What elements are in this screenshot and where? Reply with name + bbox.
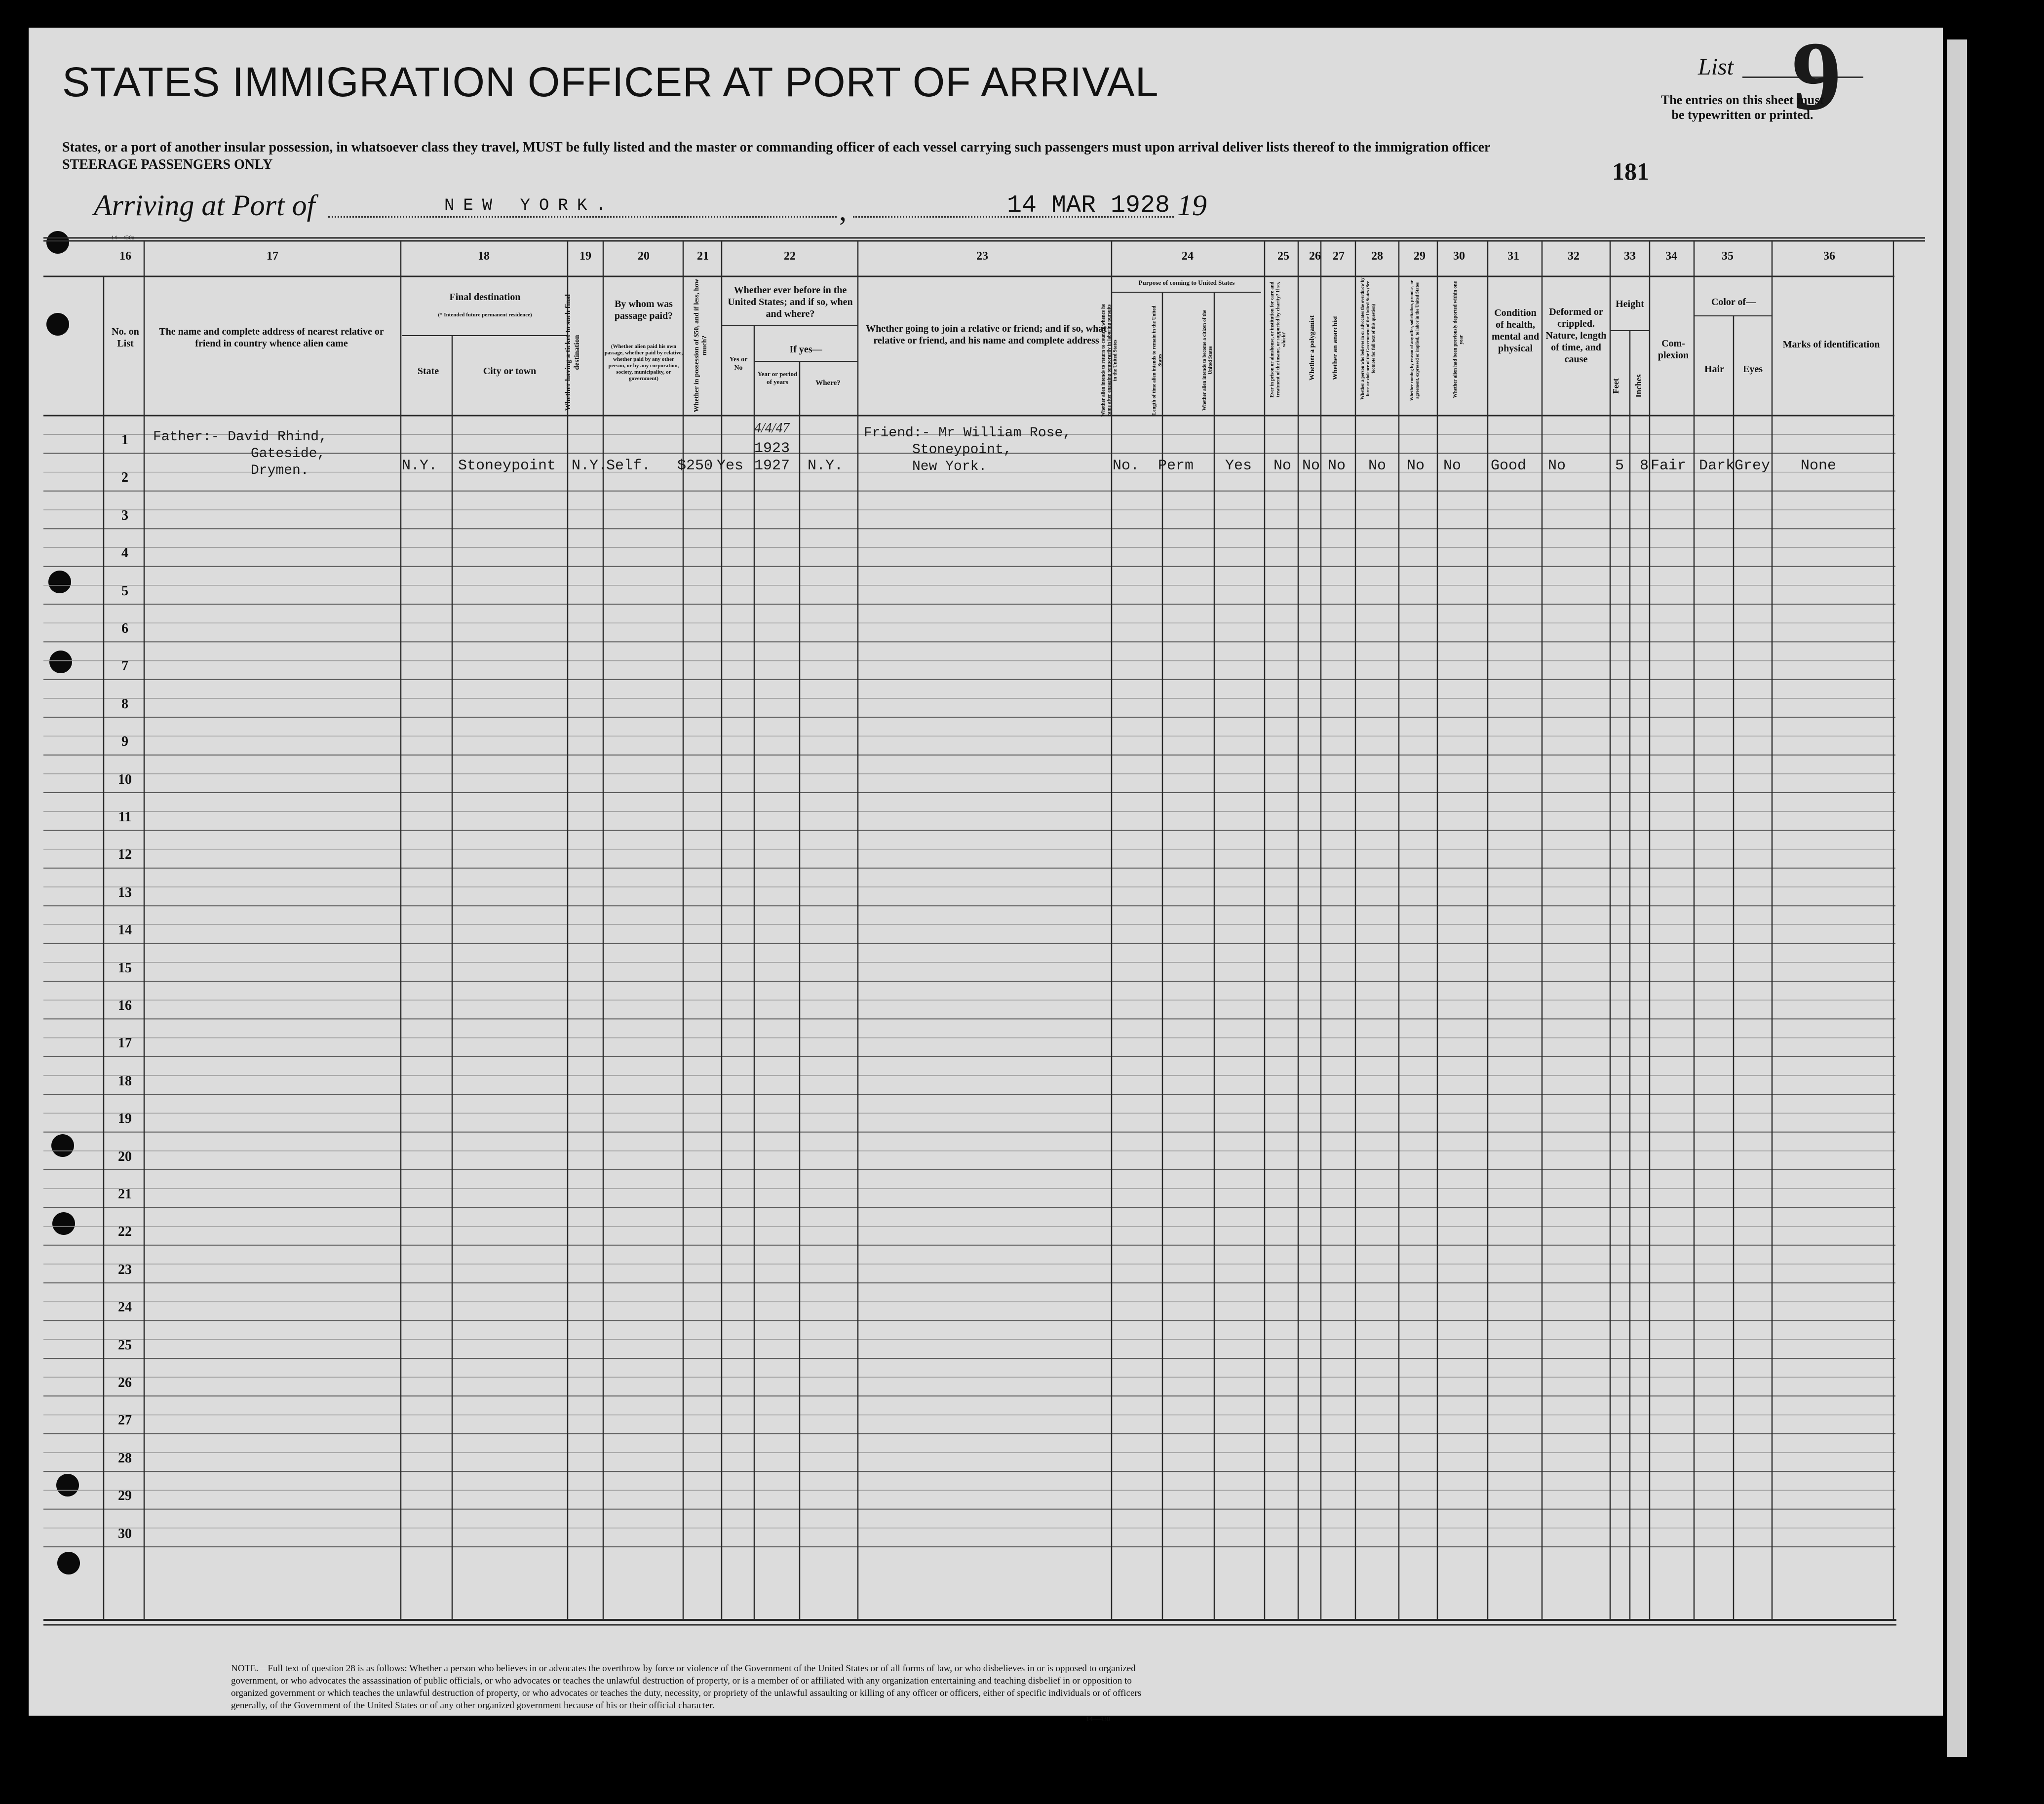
- header-polygamist: Whether a polygamist: [1309, 315, 1316, 381]
- header-purpose-citizen: Whether alien intends to become a citizen of the United States: [1202, 309, 1213, 411]
- row-number: 23: [118, 1262, 132, 1277]
- header-color-of: Color of—: [1711, 297, 1756, 307]
- header-purpose-return: Whether alien intends to return to country whence he came after engaging temporarily in laboring pursuits in the United States: [1101, 304, 1118, 417]
- entry-hair: Dark: [1699, 458, 1735, 474]
- form-code: 14—430a: [111, 234, 135, 241]
- column-number: 29: [1414, 250, 1426, 263]
- header-feet: Feet: [1611, 378, 1620, 394]
- column-number: 20: [638, 250, 650, 263]
- port-value: NEW YORK.: [444, 196, 615, 215]
- header-city: City or town: [483, 366, 537, 377]
- header-anarchist: Whether an anarchist: [1332, 315, 1339, 381]
- header-final-destination: Final destination: [449, 292, 521, 303]
- entry-money: $250: [677, 458, 713, 474]
- header-purpose-length: Length of time alien intends to remain in the United States: [1152, 306, 1163, 415]
- header-complexion: Com-plexion: [1658, 338, 1689, 361]
- header-yes-or-no: Yes or No: [729, 356, 748, 372]
- row-number: 22: [118, 1224, 132, 1240]
- entry-prison: No: [1273, 458, 1292, 474]
- column-number: 24: [1182, 250, 1194, 263]
- header-relative-address: The name and complete address of nearest relative or friend in country whence alien came: [159, 326, 384, 349]
- column-number: 23: [976, 250, 988, 263]
- header-purpose: Purpose of coming to United States: [1138, 279, 1235, 286]
- column-number: 21: [697, 250, 709, 263]
- row-number: 1: [121, 432, 128, 448]
- row-number: 9: [121, 734, 128, 750]
- entry-complexion: Fair: [1651, 458, 1687, 474]
- entry-health: Good: [1491, 458, 1527, 474]
- entry-join-line2: Stoneypoint,: [912, 442, 1012, 458]
- entry-deported: No: [1443, 458, 1462, 474]
- column-number: 16: [119, 250, 131, 263]
- subtitle: States, or a port of another insular possession, in whatsoever class they travel, MUST be fully listed and the master or commanding officer of each vessel carrying such passengers must upon arrival deliver lists thereof to the immigration officer: [62, 140, 1491, 155]
- row-number: 27: [118, 1413, 132, 1428]
- column-number: 19: [579, 250, 591, 263]
- footnote: NOTE.—Full text of question 28 is as follows: Whether a person who believes in or advocates the overthrow by force or violence of the Government of the United States or of all forms of law, or who disbelieves in or is opposed to organized government, or who advocates the assassination of public officials, or who advocates or teaches the unlawful destruction of property, or is a member of or affiliated with any organization entertaining and teaching disbelief in or opposition to organized government or which teaches the unlawful destruction of property, or who advocates or teaches the duty, necessity, or propriety of the unlawful assaulting or killing of any officer or officers, either of specific individuals or of officers generally, of the Government of the United States or of any other organized government because of his or their official character.: [231, 1663, 1142, 1711]
- row-number: 17: [118, 1036, 132, 1051]
- header-where: Where?: [815, 379, 841, 387]
- row-number: 14: [118, 922, 132, 938]
- column-number: 26: [1309, 250, 1321, 263]
- entry-feet: 5: [1615, 458, 1624, 474]
- entry-join-line1: Friend:- Mr William Rose,: [864, 425, 1072, 441]
- row-number: 26: [118, 1375, 132, 1390]
- row-number: 15: [118, 960, 132, 976]
- row-number: 5: [121, 583, 128, 599]
- row-number: 18: [118, 1073, 132, 1089]
- typewritten-notice: The entries on this sheet must be typewritten or printed.: [1660, 93, 1824, 122]
- row-number: 24: [118, 1300, 132, 1315]
- entry-purpose-citizen: Yes: [1225, 458, 1252, 474]
- row-number: 7: [121, 658, 128, 674]
- entry-years-line2: 1927: [754, 458, 790, 474]
- entry-marks: None: [1801, 458, 1837, 474]
- entry-where: N.Y.: [808, 458, 844, 474]
- header-ever-before: Whether ever before in the United States; and if so, when and where?: [728, 285, 853, 319]
- row-number: 30: [118, 1526, 132, 1541]
- arriving-label: Arriving at Port of: [94, 189, 315, 222]
- column-number: 30: [1453, 250, 1465, 263]
- row-number: 28: [118, 1450, 132, 1466]
- header-ticket: Whether having a ticket to such final destination: [564, 294, 581, 411]
- header-marks: Marks of identification: [1782, 339, 1880, 350]
- entry-relative-line1: Father:- David Rhind,: [153, 429, 327, 445]
- entry-relative-line2: Gateside,: [251, 446, 326, 461]
- header-eyes: Eyes: [1743, 364, 1763, 375]
- footnote-code: 14—430: [1086, 1716, 1110, 1723]
- entry-ticket: N.Y.: [572, 458, 608, 474]
- entry-relative-line3: Drymen.: [251, 463, 309, 478]
- header-year-or-period: Year or period of years: [757, 370, 798, 385]
- row-number: 11: [118, 809, 132, 825]
- column-number: 22: [784, 250, 796, 263]
- entry-eyes: Grey: [1735, 458, 1771, 474]
- header-contract: Whether coming by reason of any offer, solicitation, promise, or agreement, expressed or implied, to labor in the United States: [1409, 280, 1420, 401]
- row-number: 25: [118, 1337, 132, 1353]
- column-number: 33: [1624, 250, 1636, 263]
- steerage-label: STEERAGE PASSENGERS ONLY: [62, 157, 273, 172]
- row-number: 4: [121, 545, 128, 561]
- entry-city: Stoneypoint: [458, 458, 556, 474]
- header-passage-note: (Whether alien paid his own passage, whether paid by relative, whether paid by any other person, or by any corporation, society, municipality, or government): [604, 344, 683, 382]
- column-number: 27: [1333, 250, 1345, 263]
- entry-passage-paid: Self.: [606, 458, 651, 474]
- entry-ever-before: Yes: [717, 458, 744, 474]
- entry-state: N.Y.: [402, 458, 438, 474]
- sheet-number: 181: [1612, 157, 1649, 185]
- column-number: 17: [267, 250, 278, 263]
- row-number: 20: [118, 1149, 132, 1164]
- column-number: 32: [1568, 250, 1580, 263]
- row-number: 6: [121, 621, 128, 636]
- column-number: 28: [1371, 250, 1383, 263]
- entry-join-line3: New York.: [912, 459, 987, 474]
- list-number: 9: [1792, 22, 1841, 131]
- row-number: 2: [121, 470, 128, 486]
- header-height: Height: [1616, 299, 1644, 309]
- date-stamp: 14 MAR 1928: [1007, 192, 1170, 220]
- row-number: 10: [118, 771, 132, 787]
- row-number: 3: [121, 507, 128, 523]
- header-deformed: Deformed or crippled. Nature, length of time, and cause: [1545, 307, 1607, 365]
- header-final-destination-note: (* Intended future permanent residence): [438, 312, 532, 318]
- entry-purpose-length: Perm: [1158, 458, 1194, 474]
- header-overthrow: Whether a person who believes in or advocates the overthrow by force or violence of the Government of the United States (See footnote for full text of this question): [1360, 277, 1376, 400]
- comma: ,: [839, 194, 847, 227]
- page-title: STATES IMMIGRATION OFFICER AT PORT OF ARRIVAL: [62, 59, 1159, 105]
- row-number: 12: [118, 847, 132, 863]
- header-deported: Whether alien had been previously deported within one year: [1453, 281, 1464, 398]
- column-number: 36: [1823, 250, 1835, 263]
- column-number: 25: [1277, 250, 1289, 263]
- list-label: List: [1698, 54, 1734, 80]
- row-number: 29: [118, 1488, 132, 1504]
- header-passage-paid: By whom was passage paid?: [614, 299, 673, 321]
- header-no-on-list: No. on List: [112, 326, 139, 349]
- column-number: 34: [1665, 250, 1677, 263]
- entry-inches: 8: [1640, 458, 1649, 474]
- header-hair: Hair: [1704, 364, 1724, 375]
- entry-anarchist: No: [1328, 458, 1346, 474]
- header-prison: Ever in prison or almshouse, or institution for care and treatment of the insane, or supported by charity? If so, which?: [1270, 281, 1287, 398]
- entry-overthrow: No: [1368, 458, 1387, 474]
- entry-purpose-return: No.: [1113, 458, 1140, 474]
- header-if-yes: If yes—: [789, 344, 822, 355]
- row-number: 16: [118, 998, 132, 1013]
- header-money: Whether in possession of $50, and if less, how much?: [693, 278, 708, 413]
- entry-contract: No: [1407, 458, 1425, 474]
- year-prefix: 19: [1177, 189, 1207, 222]
- header-join-relative: Whether going to join a relative or friend; and if so, what relative or friend, and his name and complete address: [866, 323, 1107, 346]
- header-state: State: [417, 366, 439, 377]
- entry-years-line1: 1923: [754, 440, 790, 457]
- column-number: 31: [1507, 250, 1519, 263]
- entry-deformed: No: [1548, 458, 1566, 474]
- row-number: 19: [118, 1111, 132, 1127]
- row-number: 8: [121, 696, 128, 712]
- entry-polygamist: No: [1302, 458, 1320, 474]
- row-number: 13: [118, 884, 132, 900]
- header-inches: Inches: [1634, 374, 1643, 398]
- header-health: Condition of health, mental and physical: [1491, 307, 1540, 354]
- column-number: 18: [478, 250, 490, 263]
- row-number: 21: [118, 1187, 132, 1202]
- column-number: 35: [1722, 250, 1734, 263]
- entry-annotation: 4/4/47: [754, 421, 790, 436]
